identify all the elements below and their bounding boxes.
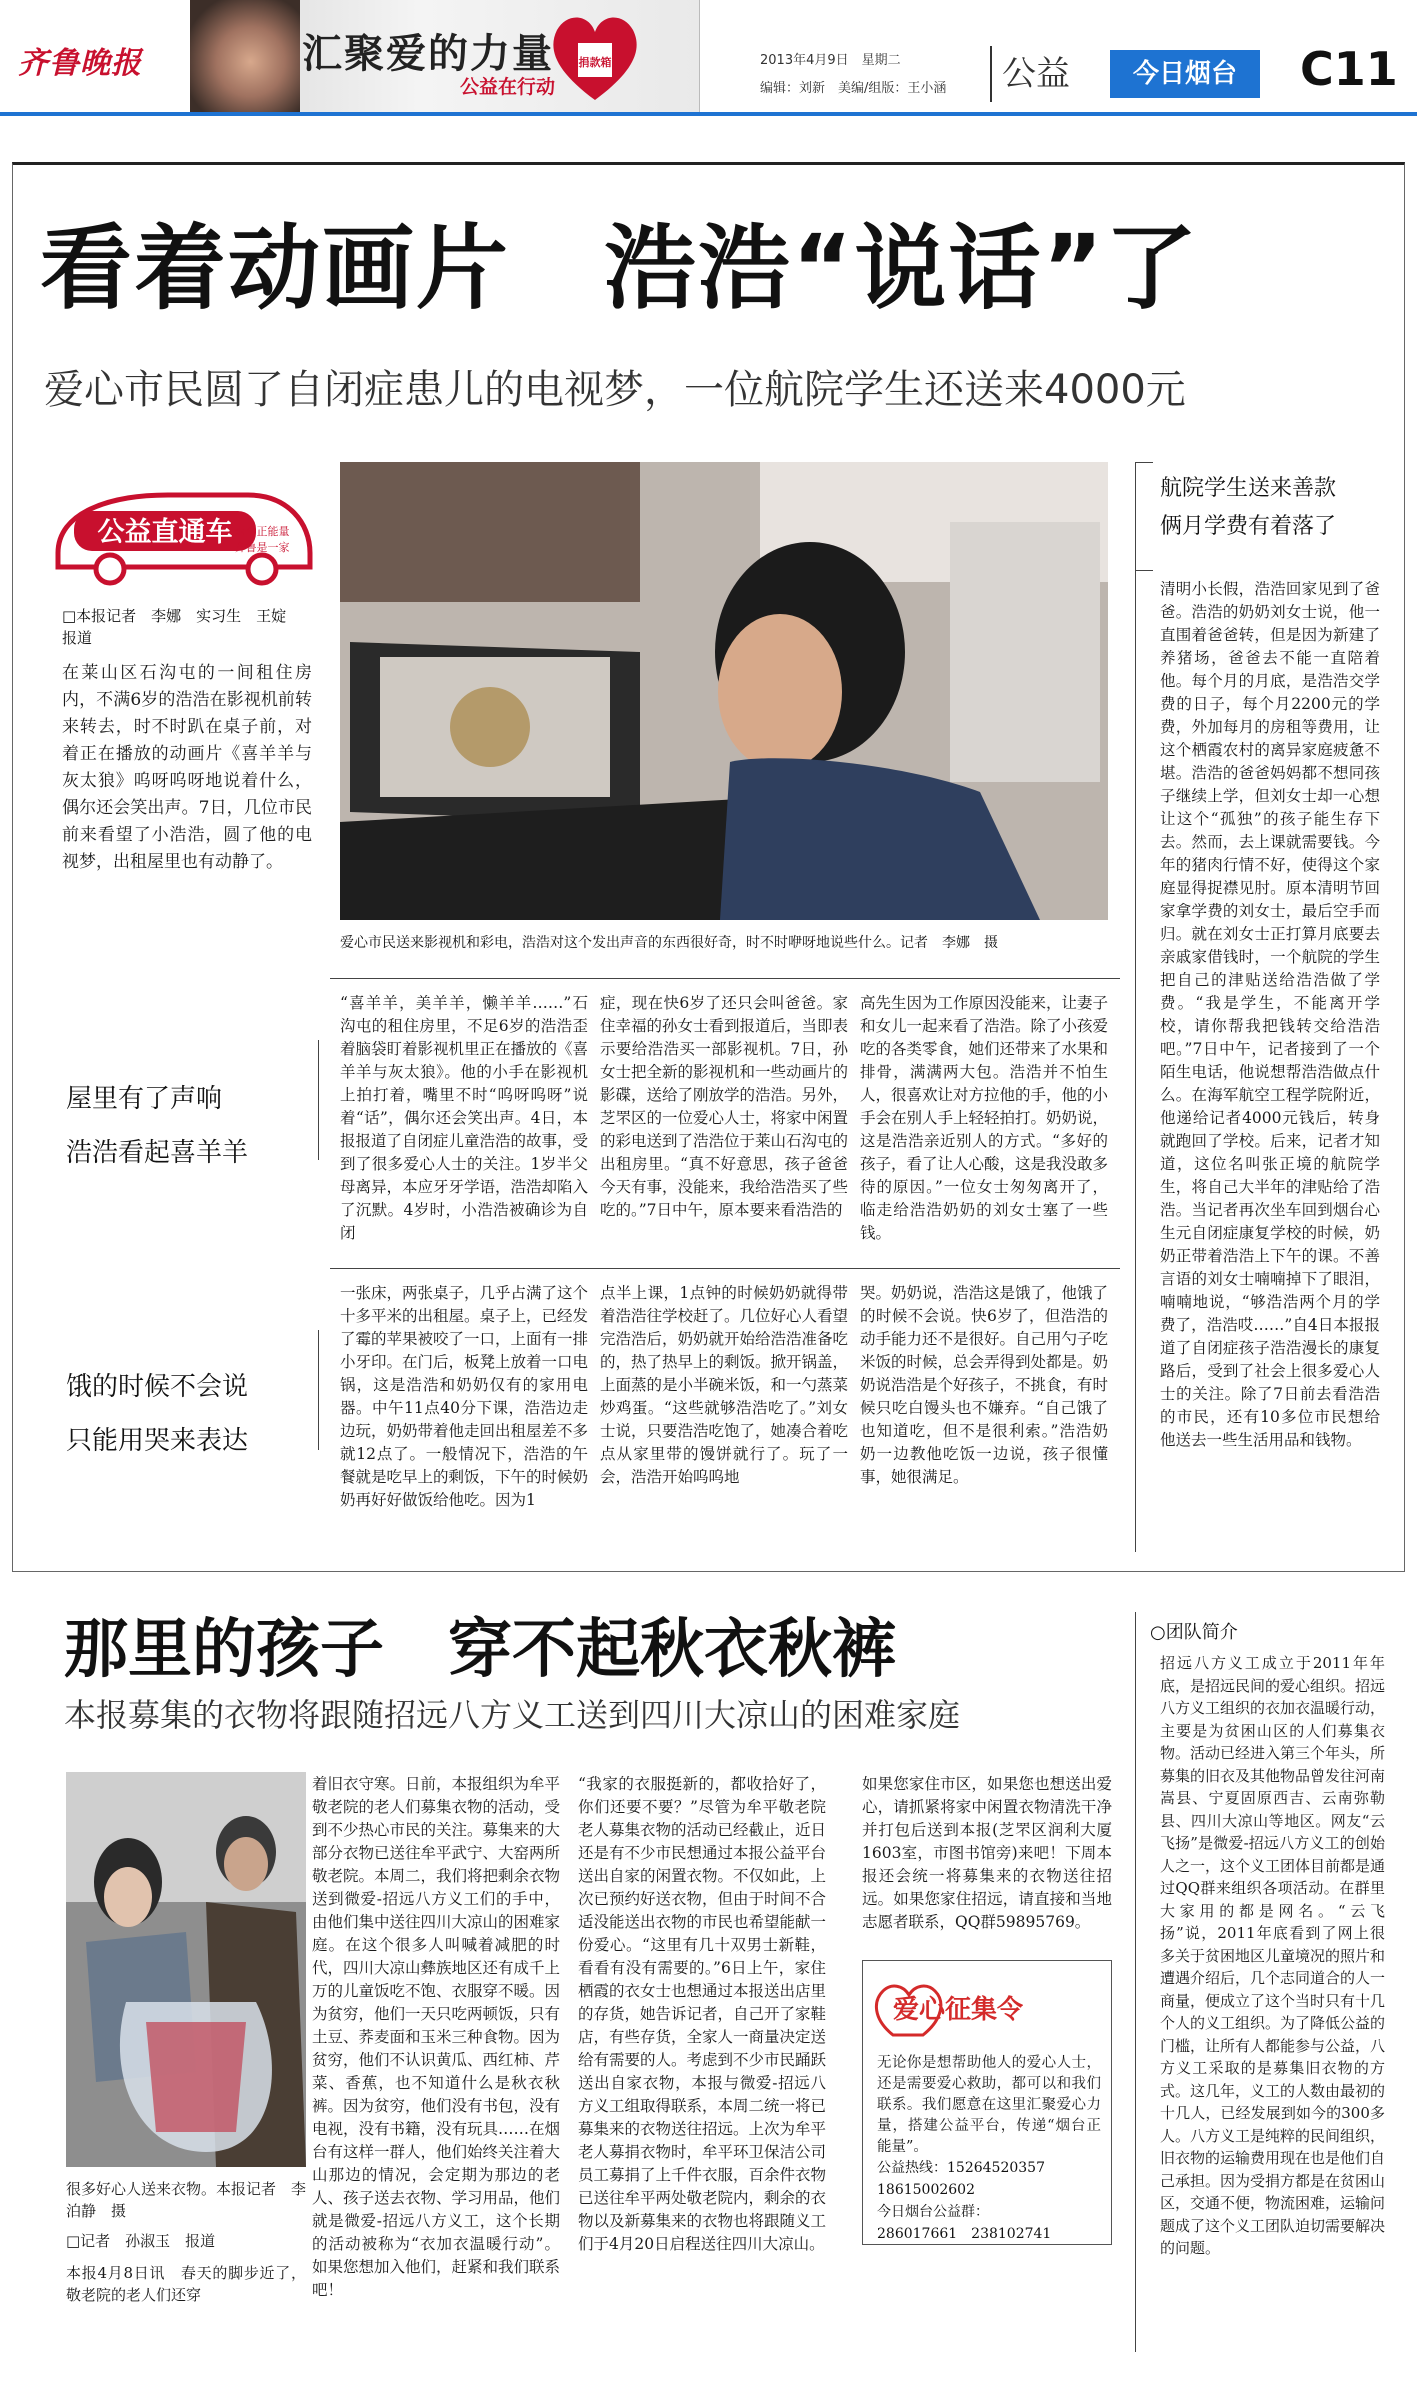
paper-name-logo: 齐鲁晚报: [18, 46, 142, 81]
team-intro-title: ○团队简介: [1150, 1622, 1238, 1643]
issue-date: 2013年4月9日 星期二: [760, 53, 901, 68]
banner-child-photo: [190, 0, 300, 112]
campaign-banner: [190, 0, 700, 112]
section1-heading-line1: 屋里有了声响: [66, 1084, 223, 1114]
hotline-label: 公益热线：: [877, 2160, 947, 2176]
group-label: 今日烟台公益群：: [877, 2204, 989, 2220]
story1-photo-caption: 爱心市民送来影视机和彩电，浩浩对这个发出声音的东西很好奇，时不时咿呀地说些什么。记者 李娜 摄: [340, 935, 998, 951]
section2-column-3: 哭。奶奶说，浩浩这是饿了，他饿了的时候不会说。快6岁了，但浩浩的动手能力还不是很好。自己用勺子吃米饭的时候，总会弄得到处都是。奶奶说浩浩是个好孩子，不挑食，有时候只吃白馒头也不嫌弃。“自己饿了也知道吃，但不是很利索。”浩浩奶奶一边教他吃饭一边说，孩子很懂事，她很满足。: [860, 1284, 1109, 1486]
issue-editors: 编辑：刘新 美编/组版：王小涵: [760, 81, 947, 96]
hotline-number-1: 15264520357: [947, 2160, 1045, 2176]
column-badge: 今日烟台: [1110, 50, 1260, 98]
story2-column-3: 如果您家住市区，如果您也想送出爱心，请抓紧将家中闲置衣物清洗干净并打包后送到本报(芝罘区润利大厦1603室，市图书馆旁)来吧！下周本报还会统一将募集来的衣物送往招远。如果您家住招远，请直接和当地志愿者联系，QQ群59895769。: [862, 1775, 1112, 1931]
team-intro-text: 招远八方义工成立于2011年年底，是招远民间的爱心组织。招远八方义工组织的衣加衣温暖行动，主要是为贫困山区的人们募集衣物。活动已经进入第三个年头，所募集的旧衣及其他物品曾发往河南嵩县、宁夏固原西吉、云南弥勒县、四川大凉山等地区。网友“云飞扬”是微爱-招远八方义工的创始人之一，这个义工团体目前都是通过QQ群来组织各项活动。在群里大家用的都是网名。“云飞扬”说，2011年底看到了网上很多关于贫困地区儿童境况的照片和遭遇介绍后，几个志同道合的人一商量，便成立了这个当时只有十几个人的义工组织。为了降低公益的门槛，让所有人都能参与公益，八方义工采取的是募集旧衣物的方式。这几年，义工的人数由最初的十几人，已经发展到如今的300多人。八方义工是纯粹的民间组织，旧衣物的运输费用现在也是他们自己承担。因为受捐方都是在贫困山区，交通不便，物流困难，运输问题成了这个义工团队迫切需要解决的问题。: [1160, 1654, 1386, 2257]
story2-lead: 本报4月8日讯 春天的脚步近了，敬老院的老人们还穿: [66, 2264, 306, 2304]
subhead-bracket: [318, 1040, 319, 1160]
logo-tag2: 齐鲁是一家: [234, 541, 290, 554]
masthead: [0, 0, 1417, 112]
side-heading-line2: 俩月学费有着落了: [1160, 514, 1337, 539]
love-appeal-title: 爱心征集令: [893, 1995, 1024, 2025]
story2-headline: 那里的孩子 穿不起秋衣秋裤: [64, 1613, 896, 1687]
column-rule: [1135, 1612, 1136, 2352]
section2-heading: [66, 1360, 316, 1468]
heart-donation-icon: [545, 2, 645, 110]
banner-title: 汇聚爱的力量: [302, 31, 554, 77]
love-appeal-text: 无论你是想帮助他人的爱心人士，还是需要爱心救助，都可以和我们联系。我们愿意在这里汇聚爱心力量，搭建公益平台，传递“烟台正能量”。: [877, 2055, 1101, 2155]
column-rule: [1135, 462, 1136, 1552]
banner-subtitle: 公益在行动: [460, 76, 556, 98]
story1-byline: □本报记者 李娜 实习生 王婝 报道: [62, 607, 302, 647]
group-numbers: 286017661 238102741: [877, 2226, 1052, 2242]
logo-wheel-left: [96, 555, 124, 583]
story1-lead: 在莱山区石沟屯的一间租住房内，不满6岁的浩浩在影视机前转来转去，时不时趴在桌子前，对着正在播放的动画片《喜羊羊与灰太狼》呜呀呜呀地说着什么，偶尔还会笑出声。7日，几位市民前来看望了小浩浩，圆了他的电视梦，出租屋里也有动静了。: [62, 663, 312, 872]
story1-subheadline: 爱心市民圆了自闭症患儿的电视梦，一位航院学生还送来4000元: [44, 367, 1186, 413]
header-rule: [0, 112, 1417, 116]
side-heading: [1160, 470, 1380, 546]
section1-heading: [66, 1072, 316, 1180]
section2-heading-line2: 只能用哭来表达: [66, 1426, 249, 1456]
clothes-donation-photo: [66, 1772, 306, 2167]
section1-column-2: 症，现在快6岁了还只会叫爸爸。家住幸福的孙女士看到报道后，当即表示要给浩浩买一部影视机。7日，孙女士把全新的影视机和一些动画片的影碟，送给了刚放学的浩浩。另外，芝罘区的一位爱心人士，将家中闲置的彩电送到了浩浩位于莱山石沟屯的出租房里。“真不好意思，孩子爸爸今天有事，没能来，我给浩浩买了些吃的。”7日中午，原本要来看浩浩的: [600, 994, 849, 1219]
section-label: 公益: [1002, 54, 1070, 94]
story2-photo-credit: 很多好心人送来衣物。本报记者 李泊静 摄: [66, 2180, 307, 2220]
section-divider: [330, 978, 1120, 979]
section1-column-3: 高先生因为工作原因没能来，让妻子和女儿一起来看了浩浩。除了小孩爱吃的各类零食，她们还带来了水果和排骨，满满两大包。浩浩并不怕生人，很喜欢让对方拉他的手，他的小手会在别人手上轻轻拍打。奶奶说，这是浩浩亲近别人的方式。“多好的孩子，看了让人心酸，这是我没敢多待的原因。”一位女士匆匆离开了，临走给浩浩奶奶的刘女士塞了一些钱。: [860, 994, 1109, 1242]
hotline-number-2: 18615002602: [877, 2182, 975, 2198]
story2-column-1: 着旧衣守寒。日前，本报组织为牟平敬老院的老人们募集衣物的活动，受到不少热心市民的关注。募集来的大部分衣物已送往牟平武宁、大窑两所敬老院。本周二，我们将把剩余衣物送到微爱-招远八方义工们的手中，由他们集中送往四川大凉山的困难家庭。在这个很多人叫喊着减肥的时代，四川大凉山彝族地区还有成千上万的儿童饭吃不饱、衣服穿不暖。因为贫穷，他们一天只吃两顿饭，只有土豆、荞麦面和玉米三种食物。因为贫穷，他们不认识黄瓜、西红柿、芹菜、香蕉，也不知道什么是秋衣秋裤。因为贫穷，他们没有书包，没有电视，没有书籍，没有玩具……在烟台有这样一群人，他们始终关注着大山那边的情况，会定期为那边的老人、孩子送去衣物、学习用品，他们就是微爱-招远八方义工，这个长期的活动被称为“衣加衣温暖行动”。如果您想加入他们，赶紧和我们联系吧！: [312, 1775, 561, 2299]
story1-headline: 看着动画片 浩浩“说话”了: [40, 215, 1199, 322]
subhead-bracket: [318, 1330, 319, 1450]
story1-photo: [340, 462, 1108, 920]
story2-photo: [66, 1772, 306, 2167]
story2-column-2: “我家的衣服挺新的，都收拾好了，你们还要不要？”尽管为牟平敬老院老人募集衣物的活动已经截止，近日还是有不少市民想通过本报公益平台送出自家的闲置衣物。不仅如此，上次已预约好送衣物，但由于时间不合适没能送出衣物的市民也希望能献一份爱心。“这里有几十双男士新鞋，看看有没有需要的。”6日上午，家住栖霞的衣女士也想通过本报送出店里的存货，她告诉记者，自己开了家鞋店，有些存货，全家人一商量决定送给有需要的人。考虑到不少市民踊跃送出自家衣物，本报与微爱-招远八方义工组取得联系，本周二统一将已募集来的衣物送往招远。上次为牟平老人募捐衣物时，牟平环卫保洁公司员工募捐了上千件衣服，百余件衣物已送往牟平两处敬老院内，剩余的衣物以及新募集来的衣物也将跟随义工们于4月20日启程送往四川大凉山。: [578, 1775, 827, 2253]
logo-tag1: 烟台正能量: [234, 525, 290, 538]
story2-subheadline: 本报募集的衣物将跟随招远八方义工送到四川大凉山的困难家庭: [64, 1696, 961, 1734]
banner-box-label: 捐款箱: [578, 56, 612, 69]
section-divider: [330, 1268, 1120, 1269]
charity-express-logo: [48, 483, 318, 593]
side-heading-line1: 航院学生送来善款: [1160, 476, 1337, 501]
logo-wheel-right: [248, 555, 276, 583]
section2-column-1: 一张床，两张桌子，几乎占满了这个十多平米的出租屋。桌子上，已经发了霉的苹果被咬了一口，上面有一排小牙印。在门后，板凳上放着一口电锅，这是浩浩和奶奶仅有的家用电器。中午11点40分下课，浩浩边走边玩，奶奶带着他走回出租屋差不多就12点了。一般情况下，浩浩的午餐就是吃早上的剩饭，下午的时候奶奶再好好做饭给他吃。因为1: [340, 1284, 589, 1509]
page-number: C11: [1300, 42, 1398, 96]
section2-column-2: 点半上课，1点钟的时候奶奶就得带着浩浩往学校赶了。几位好心人看望完浩浩后，奶奶就开始给浩浩准备吃的，热了热早上的剩饭。掀开锅盖，上面蒸的是小半碗米饭，和一勺蒸菜炒鸡蛋。“这些就够浩浩吃了。”刘女士说，只要浩浩吃饱了，她凑合着吃点从家里带的馒饼就行了。玩了一会，浩浩开始呜呜地: [600, 1284, 849, 1486]
bracket-bottom: [1135, 570, 1153, 571]
story2-byline: □记者 孙淑玉 报道: [66, 2232, 216, 2250]
story2-photo-caption: [66, 2178, 306, 2306]
logo-main-text: 公益直通车: [97, 517, 233, 548]
boy-watching-tv-photo: [340, 462, 1108, 920]
bracket-top: [1135, 462, 1153, 463]
section1-column-1: “喜羊羊，美羊羊，懒羊羊……”石沟屯的租住房里，不足6岁的浩浩歪着脑袋盯着影视机里正在播放的《喜羊羊与灰太狼》。他的小手在影视机上拍打着，嘴里不时“呜呀呜呀”说着“话”，偶尔还会笑出声。4日，本报报道了自闭症儿童浩浩的故事，受到了很多爱心人士的关注。1岁半父母离异，本应牙牙学语，浩浩却陷入了沉默。4岁时，小浩浩被确诊为自闭: [340, 994, 589, 1242]
love-appeal-box: [862, 1960, 1112, 2245]
issue-info: [760, 47, 946, 103]
section1-heading-line2: 浩浩看起喜羊羊: [66, 1138, 249, 1168]
section2-heading-line1: 饿的时候不会说: [66, 1372, 249, 1402]
side-article-text: 清明小长假，浩浩回家见到了爸爸。浩浩的奶奶刘女士说，他一直围着爸爸转，但是因为新建了养猪场，爸爸去不能一直陪着他。每个月的月底，是浩浩交学费的日子，每个月2200元的学费，外加每月的房租等费用，让这个栖霞农村的离异家庭疲惫不堪。浩浩的爸爸妈妈都不想同孩子继续上学，但刘女士却一心想让这个“孤独”的孩子能生存下去。然而，去上课就需要钱。今年的猪肉行情不好，使得这个家庭显得捉襟见肘。原本清明节回家拿学费的刘女士，最后空手而归。就在刘女士正打算月底要去亲戚家借钱时，一个航院的学生把自己的津贴送给浩浩做了学费。“我是学生，不能离开学校，请你帮我把钱转交给浩浩吧。”7日中午，记者接到了一个陌生电话，他说想帮浩浩做点什么。在海军航空工程学院附近，他递给记者4000元钱后，转身就跑回了学校。后来，记者才知道，这位名叫张正境的航院学生，将自己大半年的津贴给了浩浩。当记者再次坐车回到烟台心生元自闭症康复学校的时候，奶奶正带着浩浩上下午的课。不善言语的刘女士喃喃掉下了眼泪，喃喃地说，“够浩浩两个月的学费了，浩浩哎……”自4日本报报道了自闭症孩子浩浩漫长的康复路后，受到了社会上很多爱心人士的关注。除了7日前去看浩浩的市民，还有10多位市民想给他送去一些生活用品和钱物。: [1160, 580, 1380, 1449]
love-appeal-contacts: [877, 2157, 1101, 2245]
section-separator: [990, 46, 992, 102]
